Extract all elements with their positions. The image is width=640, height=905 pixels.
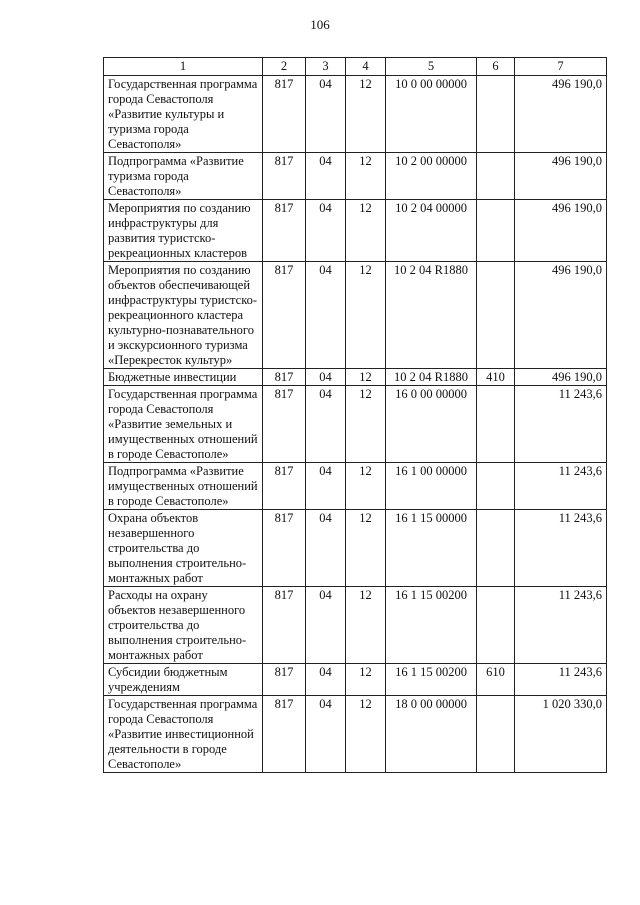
row-vr [477,262,515,369]
row-rz: 04 [306,664,346,696]
row-pr: 12 [346,369,386,386]
row-csr: 18 0 00 00000 [386,696,477,773]
row-csr: 16 1 15 00200 [386,664,477,696]
row-grbs: 817 [263,587,306,664]
row-sum: 1 020 330,0 [515,696,607,773]
row-rz: 04 [306,696,346,773]
table-row [104,386,607,463]
header-cell: 6 [477,58,515,76]
row-sum: 11 243,6 [515,386,607,463]
row-sum: 496 190,0 [515,153,607,200]
row-rz: 04 [306,369,346,386]
page-number: 106 [310,17,330,32]
row-pr: 12 [346,696,386,773]
row-sum: 496 190,0 [515,76,607,153]
row-csr: 10 2 04 00000 [386,200,477,262]
row-grbs: 817 [263,463,306,510]
header-cell: 3 [306,58,346,76]
row-csr: 10 2 04 R1880 [386,369,477,386]
table-row [104,369,607,386]
budget-table [103,57,607,773]
row-sum: 496 190,0 [515,369,607,386]
table-row [104,76,607,153]
row-name: Бюджетные инвестиции [104,369,263,386]
row-vr: 410 [477,369,515,386]
header-cell: 1 [104,58,263,76]
row-grbs: 817 [263,386,306,463]
row-csr: 10 0 00 00000 [386,76,477,153]
table-row [104,587,607,664]
row-pr: 12 [346,510,386,587]
table-row [104,696,607,773]
table-row [104,463,607,510]
row-vr [477,510,515,587]
row-pr: 12 [346,76,386,153]
row-grbs: 817 [263,262,306,369]
row-grbs: 817 [263,153,306,200]
row-grbs: 817 [263,510,306,587]
row-csr: 10 2 04 R1880 [386,262,477,369]
row-vr [477,386,515,463]
row-sum: 11 243,6 [515,664,607,696]
row-grbs: 817 [263,369,306,386]
row-sum: 11 243,6 [515,587,607,664]
row-vr [477,76,515,153]
row-rz: 04 [306,153,346,200]
row-csr: 16 1 15 00200 [386,587,477,664]
row-rz: 04 [306,76,346,153]
table-header-row [104,58,607,76]
row-pr: 12 [346,664,386,696]
header-cell: 2 [263,58,306,76]
row-rz: 04 [306,262,346,369]
row-csr: 16 1 00 00000 [386,463,477,510]
row-vr [477,696,515,773]
row-vr [477,463,515,510]
table-row [104,200,607,262]
row-rz: 04 [306,587,346,664]
row-sum: 11 243,6 [515,510,607,587]
row-name: Субсидии бюджетным учреждениям [104,664,263,696]
row-grbs: 817 [263,76,306,153]
row-name: Мероприятия по созданию инфраструктуры для развития туристско-рекреационных кластеров [104,200,263,262]
row-pr: 12 [346,262,386,369]
row-rz: 04 [306,463,346,510]
row-name: Охрана объектов незавершенного строительства до выполнения строительно-монтажных работ [104,510,263,587]
row-name: Подпрограмма «Развитие туризма города Севастополя» [104,153,263,200]
header-cell: 4 [346,58,386,76]
row-sum: 496 190,0 [515,262,607,369]
row-grbs: 817 [263,200,306,262]
row-name: Государственная программа города Севастополя «Развитие культуры и туризма города Севастополя» [104,76,263,153]
row-sum: 496 190,0 [515,200,607,262]
row-rz: 04 [306,510,346,587]
row-name: Подпрограмма «Развитие имущественных отношений в городе Севастополе» [104,463,263,510]
row-pr: 12 [346,587,386,664]
row-pr: 12 [346,386,386,463]
row-rz: 04 [306,200,346,262]
row-vr: 610 [477,664,515,696]
row-rz: 04 [306,386,346,463]
row-vr [477,587,515,664]
row-vr [477,153,515,200]
table-row [104,153,607,200]
row-grbs: 817 [263,696,306,773]
row-pr: 12 [346,153,386,200]
table-row [104,510,607,587]
header-cell: 7 [515,58,607,76]
row-name: Государственная программа города Севастополя «Развитие инвестиционной деятельности в городе Севастополе» [104,696,263,773]
row-csr: 16 0 00 00000 [386,386,477,463]
row-csr: 10 2 00 00000 [386,153,477,200]
row-name: Мероприятия по созданию объектов обеспечивающей инфраструктуры туристско-рекреационного кластера культурно-познавательного и экскурсионного туризма «Перекресток культур» [104,262,263,369]
header-cell: 5 [386,58,477,76]
row-sum: 11 243,6 [515,463,607,510]
row-name: Государственная программа города Севастополя «Развитие земельных и имущественных отношений в городе Севастополе» [104,386,263,463]
row-pr: 12 [346,200,386,262]
row-grbs: 817 [263,664,306,696]
row-pr: 12 [346,463,386,510]
table-row [104,262,607,369]
table-row [104,664,607,696]
row-vr [477,200,515,262]
row-csr: 16 1 15 00000 [386,510,477,587]
row-name: Расходы на охрану объектов незавершенного строительства до выполнения строительно-монтажных работ [104,587,263,664]
